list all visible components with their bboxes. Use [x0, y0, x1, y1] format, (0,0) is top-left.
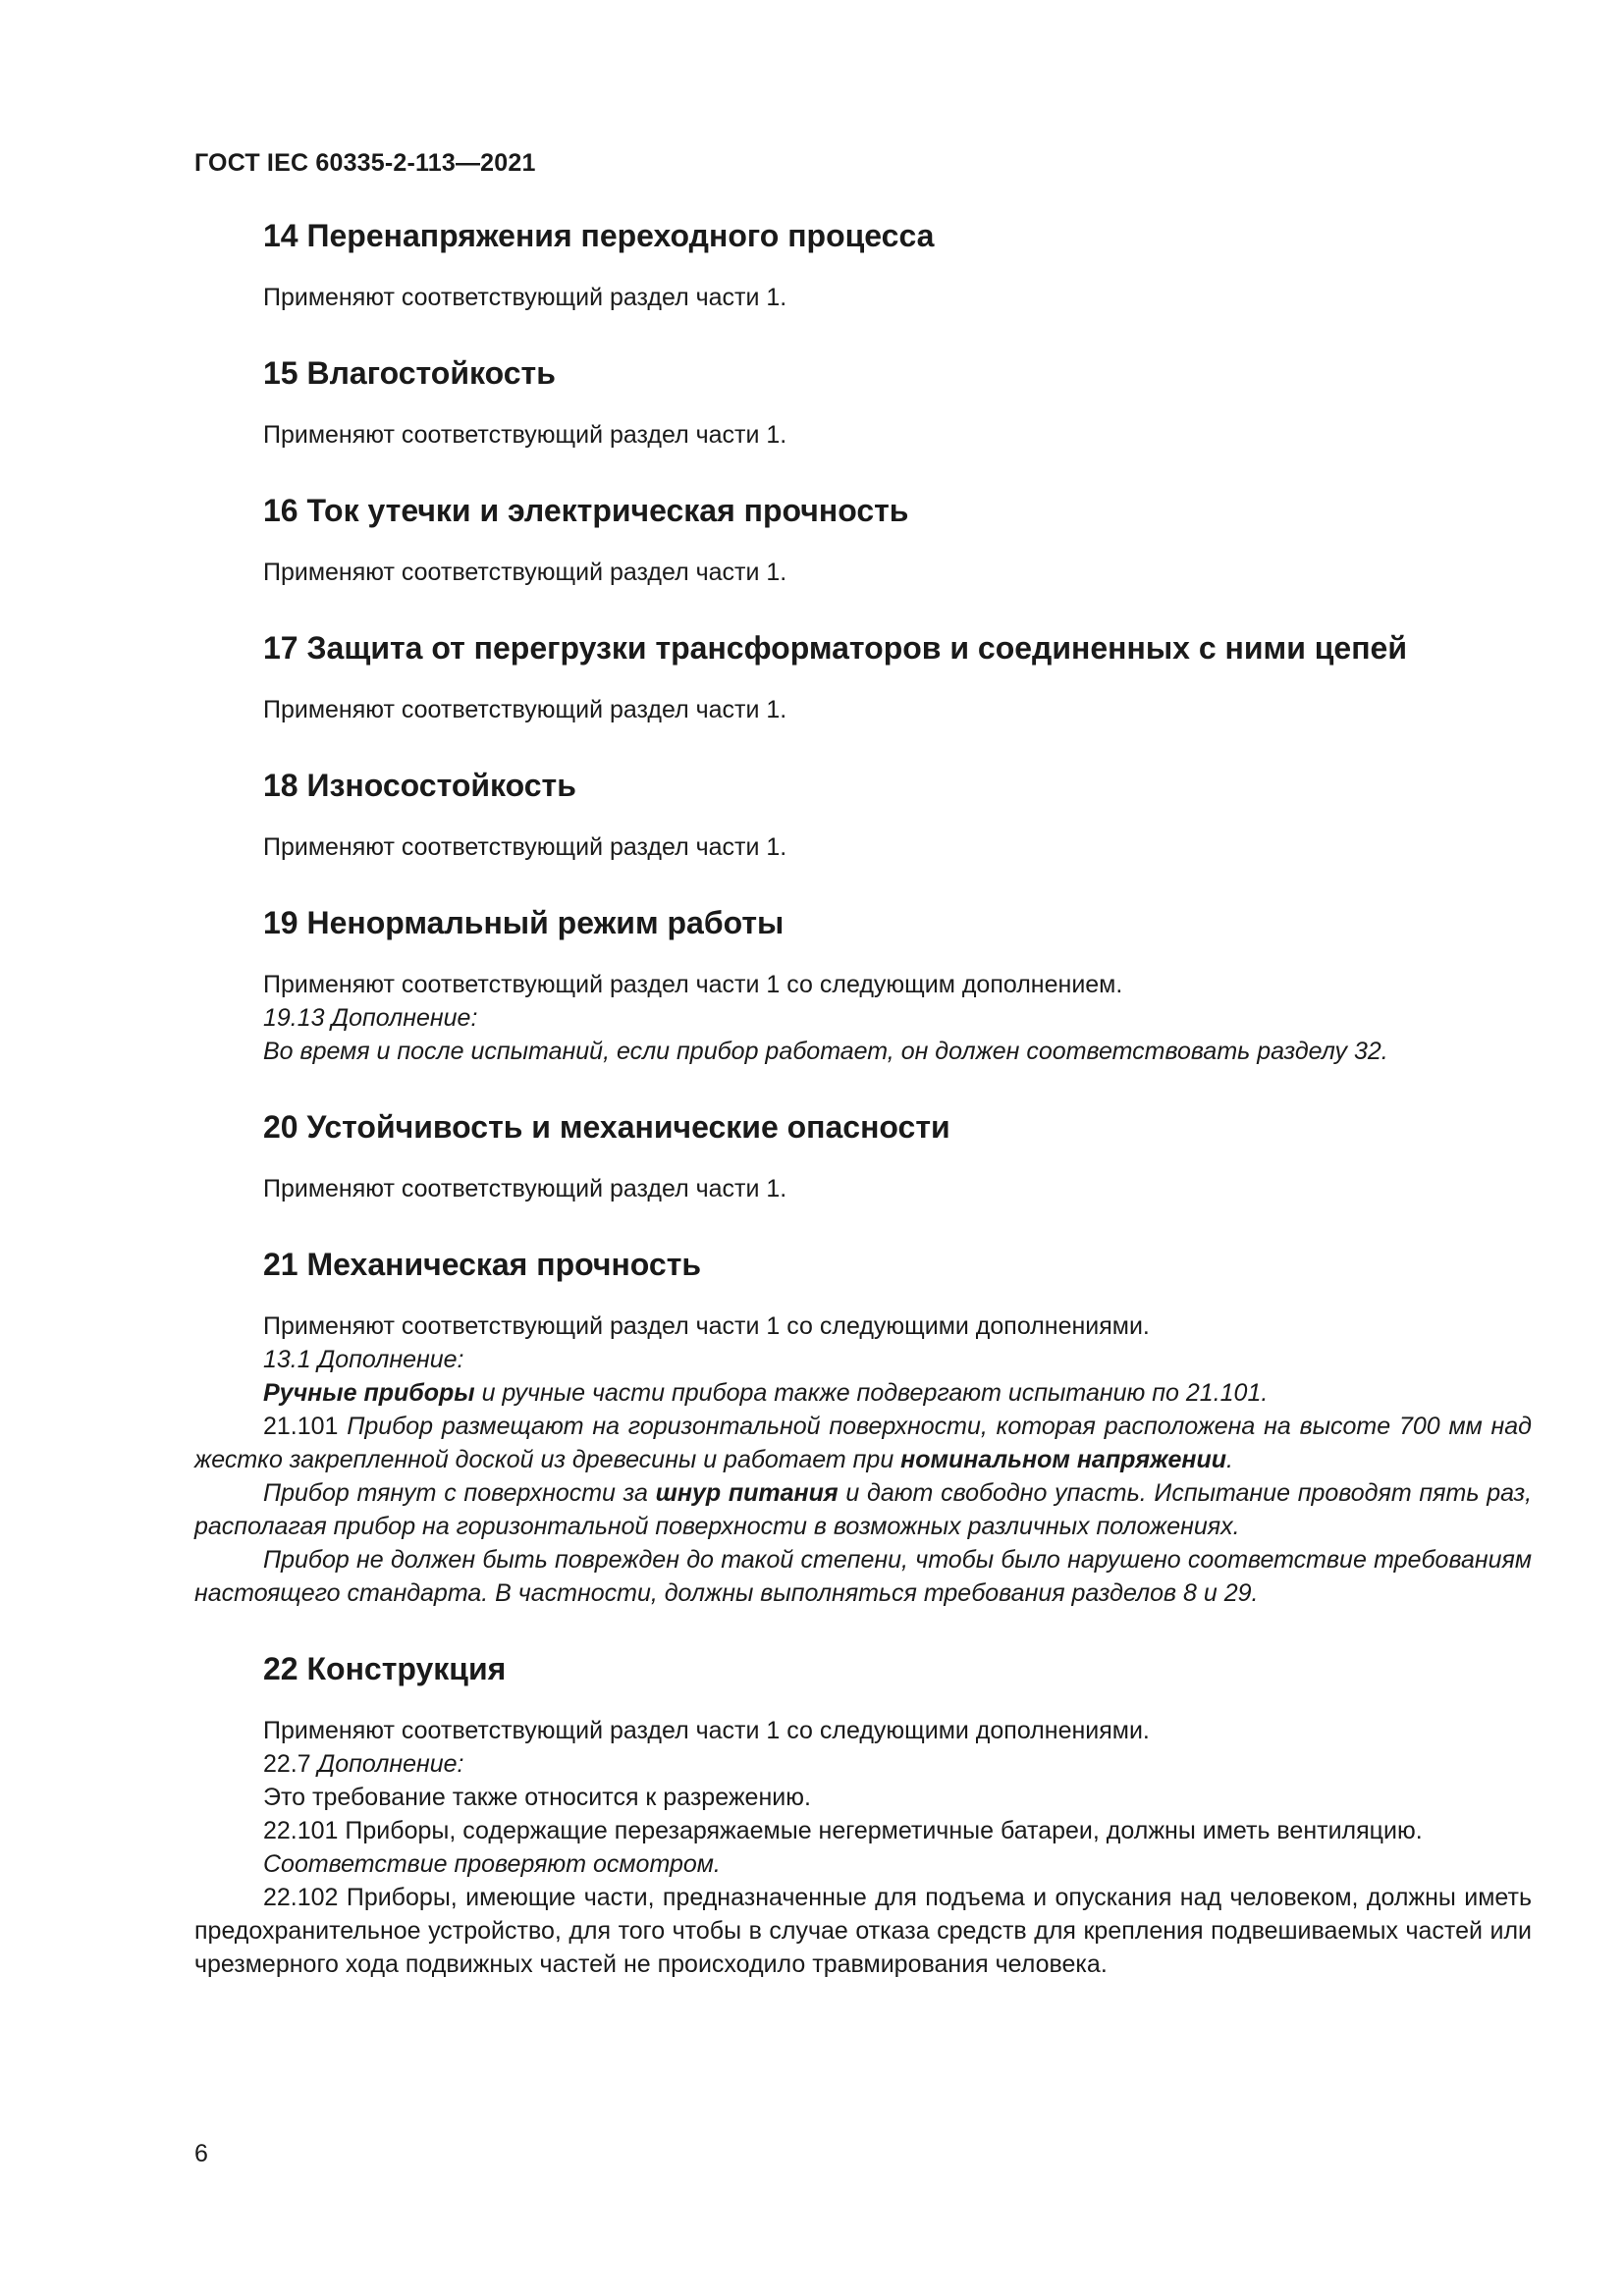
section-17	[194, 628, 1532, 726]
section-heading: 18 Износостойкость	[263, 768, 576, 803]
paragraph: Соответствие проверяют осмотром.	[263, 1850, 721, 1878]
section-heading: 19 Ненормальный режим работы	[263, 905, 785, 940]
section-16	[194, 491, 1532, 589]
paragraph: Ручные приборы и ручные части прибора также подвергают испытанию по 21.101.	[263, 1379, 1269, 1407]
paragraph: Применяют соответствующий раздел части 1.	[263, 284, 787, 311]
section-14	[194, 216, 1532, 314]
paragraph: Во время и после испытаний, если прибор работает, он должен соответствовать разделу 32.	[263, 1038, 1388, 1065]
paragraph: 22.102 Приборы, имеющие части, предназначенные для подъема и опускания над человеком, должны иметь предохранительное устройство, для того чтобы в случае отказа средств для крепления подвешиваемых частей или чрезмерного хода подвижных частей не происходило травмирования человека.	[194, 1884, 1532, 1978]
section-heading: 17 Защита от перегрузки трансформаторов и соединенных с ними цепей	[263, 630, 1408, 666]
section-21	[194, 1245, 1532, 1610]
section-18	[194, 766, 1532, 864]
page-number: 6	[194, 2140, 208, 2167]
paragraph: Прибор тянут с поверхности за шнур питания и дают свободно упасть. Испытание проводят пять раз, располагая прибор на горизонтальной поверхности в возможных различных положениях.	[194, 1479, 1533, 1540]
paragraph: Применяют соответствующий раздел части 1 со следующим дополнением.	[263, 971, 1123, 998]
section-heading: 14 Перенапряжения переходного процесса	[263, 218, 935, 253]
page-content	[194, 216, 1532, 2020]
paragraph: Это требование также относится к разрежению.	[263, 1784, 811, 1811]
section-heading: 16 Ток утечки и электрическая прочность	[263, 493, 909, 528]
paragraph: 13.1 Дополнение:	[263, 1346, 464, 1373]
term-bold: Ручные приборы	[263, 1379, 475, 1407]
paragraph: Применяют соответствующий раздел части 1.	[263, 1175, 787, 1202]
paragraph: Применяют соответствующий раздел части 1.	[263, 559, 787, 586]
paragraph: 22.7 Дополнение:	[263, 1750, 464, 1778]
section-heading: 21 Механическая прочность	[263, 1247, 702, 1282]
clause-number: 21.101	[263, 1413, 339, 1440]
section-heading: 15 Влагостойкость	[263, 355, 556, 391]
paragraph: Применяют соответствующий раздел части 1 со следующими дополнениями.	[263, 1717, 1150, 1744]
standard-header: ГОСТ IEC 60335-2-113—2021	[194, 149, 536, 177]
section-heading: 20 Устойчивость и механические опасности	[263, 1109, 950, 1145]
term-bold: номинальном напряжении	[900, 1446, 1227, 1473]
paragraph: 22.101 Приборы, содержащие перезаряжаемые негерметичные батареи, должны иметь вентиляцию.	[263, 1817, 1423, 1844]
paragraph: Применяют соответствующий раздел части 1.	[263, 833, 787, 861]
clause-number: 22.7	[263, 1750, 311, 1778]
term-bold: шнур питания	[655, 1479, 839, 1507]
section-19	[194, 903, 1532, 1068]
paragraph: 19.13 Дополнение:	[263, 1004, 478, 1032]
paragraph: Применяют соответствующий раздел части 1.	[263, 696, 787, 723]
paragraph: Применяют соответствующий раздел части 1 со следующими дополнениями.	[263, 1312, 1150, 1340]
paragraph: Применяют соответствующий раздел части 1.	[263, 421, 787, 449]
section-22	[194, 1649, 1532, 1981]
section-15	[194, 353, 1532, 452]
paragraph: 21.101 Прибор размещают на горизонтальной поверхности, которая расположена на высоте 700 мм над жестко закрепленной доской из древесины и работает при номинальном напряжении.	[194, 1413, 1532, 1473]
section-20	[194, 1107, 1532, 1205]
section-heading: 22 Конструкция	[263, 1651, 507, 1686]
paragraph: Прибор не должен быть поврежден до такой степени, чтобы было нарушено соответствие требованиям настоящего стандарта. В частности, должны выполняться требования разделов 8 и 29.	[194, 1546, 1532, 1607]
